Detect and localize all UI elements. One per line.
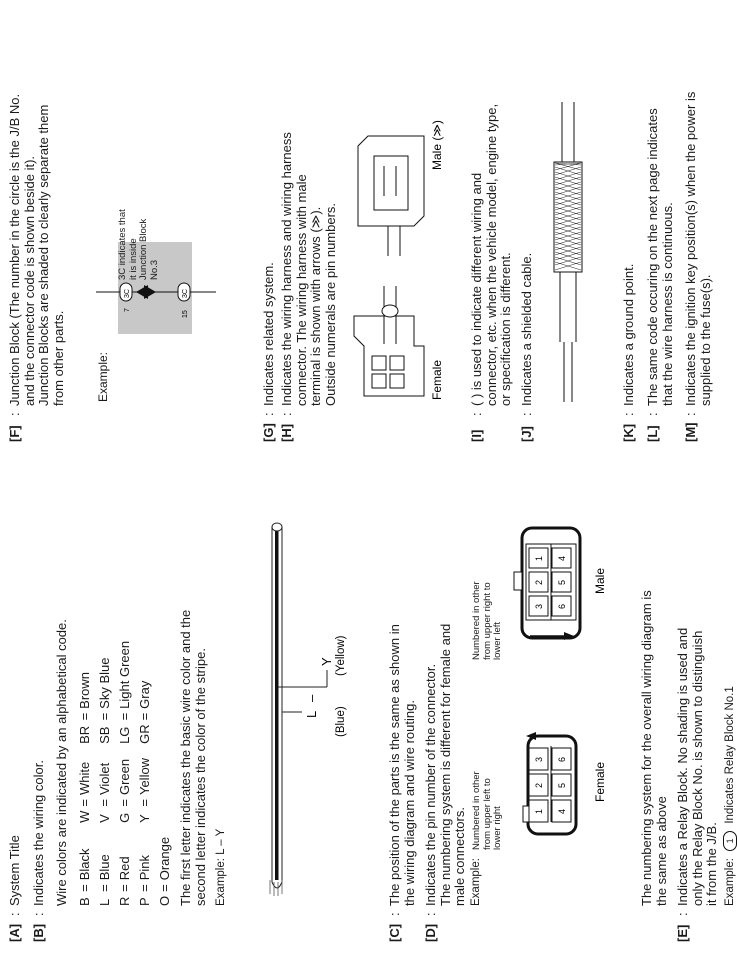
entry-e-line-1: Indicates a Relay Block. No shading is used and [675,627,690,906]
wire-color-cell: = [136,712,152,721]
tag-d: [D] [423,923,438,942]
pin-example-label: Example: [470,858,482,906]
colon: : [683,412,698,416]
wire-color-cell: BR [76,725,92,744]
wire-color-cell: LG [116,726,132,744]
colon: : [7,912,22,916]
wire-color-cell: SB [96,726,112,744]
pin-number: 3 [534,756,544,762]
entry-d-line-1: Indicates the pin number of the connector. [423,663,438,906]
relay-example [723,628,737,906]
male-label: Male [593,567,607,594]
entry-k-text: Indicates a ground point. [621,263,636,406]
entry-f-line-1: Junction Block (The number in the circle is the J/B No. [7,93,22,406]
wire-color-cell: = [156,884,172,892]
pin-number: 5 [557,579,567,585]
wire-color-cell [155,720,175,744]
wire-color-row [75,627,95,906]
female-harness-cell-2 [372,356,386,370]
wire-color-cell [155,807,175,823]
entry-j-text: Indicates a shielded cable. [519,252,534,406]
wire-color-cell: Light Green [116,640,132,709]
female-label: Female [593,761,607,802]
colon: : [645,412,660,416]
tag-a: [A] [7,923,22,942]
male-note-1: Numbered in other [471,581,482,660]
entry-i-line-1: ( ) is used to indicate different wiring and [469,172,484,406]
colon: : [261,412,276,416]
wire-color-cell: Yellow [136,757,152,796]
colon: : [675,912,690,916]
female-note-1: Numbered in other [471,771,482,850]
jb-note-4: No.3 [148,259,160,280]
entry-e-line-3: it from the J/B. [704,822,719,906]
entry-a-text: System Title [7,835,22,906]
pin-number: 4 [557,555,567,561]
connector-pin-example [470,476,630,906]
wire-color-cell: R [116,896,132,906]
wire-color-cell: = [76,884,92,892]
stripe-note-1: The first letter indicates the basic wire color and the [178,609,193,906]
colon: : [7,412,22,416]
entry-f-line-2: and the connector code is shown beside it). [21,155,37,406]
wire-color-cell: = [116,712,132,721]
wire-color-cell: Blue [96,854,112,881]
pin-number: 2 [534,782,544,788]
entry-m-body [684,92,713,406]
entry-c-line-1: The position of the parts is the same as shown in [387,624,402,906]
wire-color-row [155,627,175,906]
tag-f: [F] [7,425,22,442]
wire-color-cell: = [116,884,132,892]
wire-color-cell: Y [136,814,152,823]
colon: : [31,912,46,916]
harness-female-label: Female [430,359,444,400]
wire-color-cell: = [96,884,112,892]
relay-block-symbol: 1 [723,831,737,851]
entry-f-line-4: from other parts. [50,310,66,406]
entry-h-line-1: Indicates the wiring harness and wiring harness [279,132,294,406]
wire-color-cell [155,795,175,807]
colon: : [387,912,402,916]
colon: : [469,412,484,416]
stripe-note-2: second letter indicates the color of the stripe. [192,648,208,906]
wire-end [272,523,282,531]
wire-label-blue: (Blue) [335,706,347,737]
numbering-note-1: The numbering system for the overall wiring diagram is [639,590,654,906]
jb-bottom-pin: 15 [182,310,189,318]
shielded-cable-braid [554,162,582,272]
male-harness-housing [374,156,408,210]
male-harness-wires [388,226,400,256]
pin-diagrams [510,476,630,906]
wire-color-table [75,627,175,906]
entry-g-text: Indicates related system. [261,262,276,406]
wire-diagram [232,482,352,902]
tag-h: [H] [279,423,294,442]
tag-i: [I] [469,429,484,442]
male-connector-key [514,572,522,590]
wire-color-cell: Sky Blue [96,657,112,709]
wire-color-cell: = [116,799,132,807]
jb-top-pin: 7 [124,308,131,312]
pin-number: 1 [534,808,544,814]
tag-k: [K] [621,423,636,442]
wire-label-l: L [304,710,319,718]
entry-l-line-1: The same code occuring on the next page indicates [645,108,660,406]
wire-color-cell: V [96,814,112,823]
wire-color-cell [155,744,175,795]
wire-color-cell [155,709,175,721]
wire-color-cell: Black [76,848,92,881]
pin-number: 4 [557,808,567,814]
wire-color-cell: B [76,897,92,906]
pin-number: 6 [557,756,567,762]
relay-example-label: Example: [723,858,736,906]
entry-b-body [32,610,229,906]
wire-color-cell: P [136,897,152,906]
entry-c-body [388,624,417,906]
tag-j: [J] [519,426,534,442]
wire-color-cell: = [76,799,92,807]
wire-color-cell: Brown [76,671,92,709]
wire-color-row [135,627,155,906]
tag-g: [G] [261,423,276,442]
numbering-note-2: the same as above [653,796,669,906]
entry-m-line-2: supplied to the fuse(s). [697,274,713,406]
shielded-cable-diagram [538,62,598,402]
female-harness-connector [354,316,424,396]
wire-label-yellow: (Yellow) [335,635,347,676]
tag-e: [E] [675,924,690,942]
wire-color-cell: Violet [96,762,112,796]
wire-color-cell: Red [116,856,132,881]
wire-color-cell: Green [116,758,132,796]
wire-example: Example: L – Y [215,828,227,906]
male-note-3: lower left [492,621,503,660]
relay-example-text: Indicates Relay Block No.1 [723,686,736,824]
female-harness-terminal [382,305,398,317]
entry-i-line-2: connector, etc. when the vehicle model, engine type, [483,103,499,406]
entry-h-line-2: connector. The wiring harness with male [293,174,309,406]
colon: : [519,412,534,416]
wire-color-cell: G [116,812,132,823]
entry-f-line-3: Junction Blocks are shaded to clearly separate them [36,104,51,406]
entry-c-line-2: the wiring diagram and wire routing. [401,700,417,906]
wire-color-cell: Pink [136,854,152,881]
entry-i-body [470,104,514,406]
female-harness-cell-4 [390,356,404,370]
entry-d-line-2: The numbering system is different for female and [437,623,453,906]
colon: : [423,912,438,916]
entry-h-line-3: terminal is shown with arrows (≫). [308,206,323,406]
wire-color-cell: Orange [156,836,172,881]
harness-male-label: Male (≫) [430,120,444,170]
wire-color-cell: White [76,761,92,796]
wire-color-cell: = [136,799,152,807]
pin-number: 3 [534,603,544,609]
entry-l-body [646,108,675,406]
female-harness-cell-1 [372,374,386,388]
wire-color-cell: GR [136,724,152,744]
wire-color-cell: L [96,898,112,906]
wire-color-intro: Wire colors are indicated by an alphabetical code. [53,619,69,906]
pin-number: 6 [557,603,567,609]
wire-color-cell: Gray [136,680,152,709]
jb-note [118,209,160,280]
pin-number: 1 [534,555,544,561]
jb-note-3: Junction Block [138,218,149,280]
female-note-2: from upper left to [481,778,493,850]
wire-color-row [95,627,115,906]
pin-number: 5 [557,782,567,788]
entry-i-line-3: or specification is different. [498,252,513,406]
entry-h-body [280,132,338,406]
male-numbering-note [472,581,504,660]
wire-label-y: Y [319,657,334,666]
jb-example-label: Example: [96,351,110,402]
entry-d-body [424,624,468,906]
entry-d-line-3: male connectors. [452,807,467,906]
entry-m-line-1: Indicates the ignition key position(s) when the power is [683,91,698,406]
male-note-2: from upper right to [481,582,493,660]
wire-color-cell: = [96,712,112,721]
wire-color-cell: = [76,712,92,721]
wire-stripe [275,527,279,880]
wire-label-dash: – [304,694,319,702]
female-numbering-note [472,771,504,850]
female-harness-cell-3 [390,374,404,388]
junction-block-example [96,42,216,402]
wire-color-heading: Indicates the wiring color. [31,760,46,906]
wire-color-cell: W [76,810,92,823]
numbering-note [640,590,669,906]
tag-l: [L] [645,425,660,442]
female-connector-latch [523,806,529,822]
jb-bottom-code: 3C [182,289,189,298]
wire-color-cell: = [136,884,152,892]
harness-connector-diagram [344,66,444,406]
wire-color-cell: = [96,799,112,807]
entry-h-line-4: Outside numerals are pin numbers. [322,202,338,406]
wire-color-row [115,627,135,906]
colon: : [621,412,636,416]
entry-f-body [8,94,66,406]
tag-m: [M] [683,422,698,442]
jb-note-2: it is inside [127,238,139,280]
female-note-3: lower right [492,806,503,850]
tag-c: [C] [387,923,402,942]
colon: : [279,412,294,416]
tag-b: [B] [31,923,46,942]
entry-e-body [676,628,737,906]
wire-color-cell [155,627,175,709]
jb-top-code: 3C [124,289,131,298]
wire-color-cell: O [156,895,172,906]
pin-number: 2 [534,579,544,585]
entry-l-line-2: that the wire harness is continuous. [659,202,675,406]
jb-note-1: 3C indicates that [117,209,128,280]
entry-e-line-2: only the Relay Block No. is shown to distinguish [689,630,705,906]
